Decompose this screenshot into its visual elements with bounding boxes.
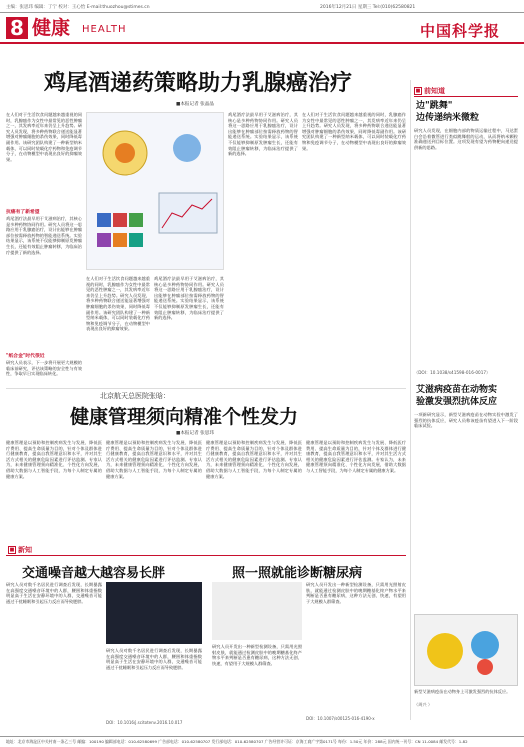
main-byline: ■本报记者 张晶晶 bbox=[176, 102, 214, 107]
page-footer bbox=[0, 736, 524, 747]
section-english: HEALTH bbox=[82, 24, 127, 35]
bottom-headline-2: 照一照就能诊断糖尿病 bbox=[232, 566, 363, 581]
news-col1: 健康管理是以预防和控制疾病发生与发展、降低医疗费用、提高生命质量为目的，针对个体及群体进行健康教育，提高自我管理意识和水平，并对其生活方式相关的健康危险因素进行评估监测。专家认为，未来健康管理须向精准化、个性化方向发展，借助大数据与人工智能手段，为每个人制定专属的健康方案。 bbox=[6, 440, 102, 479]
bottom-headline-1: 交通噪音越大越容易长胖 bbox=[22, 566, 166, 581]
main-body-col5: 在人们对于生活饮食问题越来越重视的同时，乳腺癌作为女性中最常见的恶性肿瘤之一，其发病率近年来仍呈上升趋势。研究人员发现，将多种药物联合递送能显著增强对肿瘤细胞的杀伤效果，同时降低毒副作用。该研究团队构建了一种新型纳米载体，可以同时装载化疗药物和免疫调节分子，在动物模型中表现出良好的抑瘤效果。 bbox=[302, 112, 406, 151]
news-col3: 健康管理是以预防和控制疾病发生与发展、降低医疗费用、提高生命质量为目的，针对个体及群体进行健康教育，提高自我管理意识和水平，并对其生活方式相关的健康危险因素进行评估监测。专家认为，未来健康管理须向精准化、个性化方向发展，借助大数据与人工智能手段，为每个人制定专属的健康方案。 bbox=[206, 440, 302, 479]
bottom-col3: 研究人员开发出一种新型检测设备，只需用光照射皮肤，就能通过检测皮肤中的晚期糖基化终产物水平来判断是否患有糖尿病，这种方法无创、快速，有望用于大规模人群筛查。 bbox=[212, 644, 302, 666]
main-box-title: "纸合金"时代很近 bbox=[6, 354, 45, 359]
bottom-source-1: DOI：10.1016/j.scitotenv.2016.10.017 bbox=[106, 720, 183, 725]
section-number: 8 bbox=[6, 17, 28, 39]
flag-icon-2: ■ bbox=[9, 547, 15, 553]
flag-icon: ■ bbox=[415, 88, 421, 94]
right-body-2: 一项新研究显示，新型艾滋病疫苗在动物实验中激发了强烈的抗体反应，研究人员称该疫苗有望进入下一阶段临床试验。 bbox=[414, 412, 518, 429]
news-kicker: 北京航天总医院张晗： bbox=[100, 392, 170, 400]
right-headline-2: 艾滋病疫苗在动物实 验激发强烈抗体反应 bbox=[416, 385, 498, 407]
article-figure bbox=[86, 112, 224, 270]
virus-illustration bbox=[415, 615, 519, 687]
right-headline-1: 边"跳舞" 边传递纳米微粒 bbox=[416, 101, 480, 123]
main-headline: 鸡尾酒递药策略助力乳腺癌治疗 bbox=[44, 70, 353, 96]
news-col2: 健康管理是以预防和控制疾病发生与发展、降低医疗费用、提高生命质量为目的，针对个体及群体进行健康教育，提高自我管理意识和水平，并对其生活方式相关的健康危险因素进行评估监测。专家认为，未来健康管理须向精准化、个性化方向发展，借助大数据与人工智能手段，为每个人制定专属的健康方案。 bbox=[106, 440, 202, 479]
page-header-date: 2016年12月21日 星期三 Tel:(010)62580821 bbox=[320, 5, 416, 10]
bottom-source-2: DOI：10.1007/s00125-016-4190-x bbox=[306, 716, 375, 721]
main-body-col2: 在人们对于生活饮食问题越来越重视的同时，乳腺癌作为女性中最常见的恶性肿瘤之一，其发病率近年来仍呈上升趋势。研究人员发现，将多种药物联合递送能显著增强对肿瘤细胞的杀伤效果，同时降低毒副作用。该研究团队构建了一种新型纳米载体，可以同时装载化疗药物和免疫调节分子，在动物模型中表现出良好的抑瘤效果。 bbox=[86, 276, 150, 332]
main-body-col1c: 研究人员表示，下一步将开展更大规模的临床前研究，评估该策略的安全性与有效性，争取早日实现临床转化。 bbox=[6, 360, 82, 377]
masthead-logo: 中国科学报 bbox=[420, 22, 501, 40]
bottom-photo-2 bbox=[212, 582, 302, 640]
right-body-1: 研究人员发现，在细胞内部的物质运输过程中，马达蛋白会沿着微管进行类似跳舞般的运动，从而将纳米颗粒准确递送到目标位置。这项发现有望为药物靶向递送提供新的思路。 bbox=[414, 128, 518, 150]
section-band bbox=[0, 14, 524, 44]
right-figure-caption: 新型艾滋病疫苗在动物身上可激发强烈的抗体反应。 bbox=[414, 689, 511, 694]
news-byline: ■本报记者 张思玮 bbox=[176, 431, 214, 436]
bottom-col4: 研究人员开发出一种新型检测设备，只需用光照射皮肤，就能通过检测皮肤中的晚期糖基化终产物水平来判断是否患有糖尿病，这种方法无创、快速，有望用于大规模人群筛查。 bbox=[306, 582, 406, 604]
bottom-section-label: ■ 新知 bbox=[9, 546, 32, 554]
section-name: 健康 bbox=[32, 17, 71, 39]
main-body-col1: 在人们对于生活饮食问题越来越重视的同时，乳腺癌作为女性中最常见的恶性肿瘤之一，其发病率近年来仍呈上升趋势。研究人员发现，将多种药物联合递送能显著增强对肿瘤细胞的杀伤效果，同时降低毒副作用。该研究团队构建了一种新型纳米载体，可以同时装载化疗药物和免疫调节分子，在动物模型中表现出良好的抑瘤效果。 bbox=[6, 112, 82, 162]
news-col4: 健康管理是以预防和控制疾病发生与发展、降低医疗费用、提高生命质量为目的，针对个体及群体进行健康教育，提高自我管理意识和水平，并对其生活方式相关的健康危险因素进行评估监测。专家认为，未来健康管理须向精准化、个性化方向发展，借助大数据与人工智能手段，为每个人制定专属的健康方案。 bbox=[306, 440, 406, 473]
main-body-col3: 鸡尾酒疗法最早用于艾滋病治疗，其核心是多种药物协同作用。研究人员将这一思路应用于乳腺癌治疗，设计出能够在肿瘤部位按需释放药物的智能递送系统。实验结果显示，该系统不仅能够抑制原发肿瘤生长，还能有效阻止肿瘤转移，为临床治疗提供了新的选择。 bbox=[154, 276, 224, 321]
bottom-col2: 研究人员对数千名居民进行调查后发现，长期暴露在高强度交通噪音环境中的人群，腰围和体重指数明显高于生活在安静环境中的人群，交通噪音可能通过干扰睡眠和引起压力反应而导致肥胖。 bbox=[106, 648, 202, 670]
main-body-col1b: 鸡尾酒疗法最早用于艾滋病治疗，其核心是多种药物协同作用。研究人员将这一思路应用于乳腺癌治疗，设计出能够在肿瘤部位按需释放药物的智能递送系统。实验结果显示，该系统不仅能够抑制原发肿瘤生长，还能有效阻止肿瘤转移，为临床治疗提供了新的选择。 bbox=[6, 216, 82, 255]
right-source-2: （周兴 ） bbox=[414, 702, 433, 707]
page-header-left: 主编：张思玮 编辑：丁宁 校对：王心怡 E-mail:thuozhou@stimes.cn bbox=[6, 5, 150, 10]
bottom-photo-1 bbox=[106, 582, 202, 644]
bottom-col1: 研究人员对数千名居民进行调查后发现，长期暴露在高强度交通噪音环境中的人群，腰围和体重指数明显高于生活在安静环境中的人群，交通噪音可能通过干扰睡眠和引起压力反应而导致肥胖。 bbox=[6, 582, 102, 604]
main-subhead: 抗癌有了新希望 bbox=[6, 210, 40, 215]
right-figure bbox=[414, 614, 518, 686]
right-section-label: ■ 前知道 bbox=[415, 87, 445, 95]
right-source-1: （DOI：10.1038/s41598-016-0017） bbox=[414, 370, 491, 375]
news-headline: 健康管理须向精准个性发力 bbox=[70, 406, 299, 428]
figure-illustration bbox=[87, 113, 225, 271]
main-body-col4: 鸡尾酒疗法最早用于艾滋病治疗，其核心是多种药物协同作用。研究人员将这一思路应用于乳腺癌治疗，设计出能够在肿瘤部位按需释放药物的智能递送系统。实验结果显示，该系统不仅能够抑制原发肿瘤生长，还能有效阻止肿瘤转移，为临床治疗提供了新的选择。 bbox=[228, 112, 298, 157]
footer-text: 地址：北京市海淀区中关村南一条乙三号 邮编：100190 编辑部电话：010-62580699 广告部电话：010-62580707 发行部电话：010-62580707 广告经营许可证：京海工商广字第0171号 每份：1.50元 年价：288元 国内统一刊号：CN 11-0084 邮发代号：1-82 bbox=[6, 739, 468, 744]
